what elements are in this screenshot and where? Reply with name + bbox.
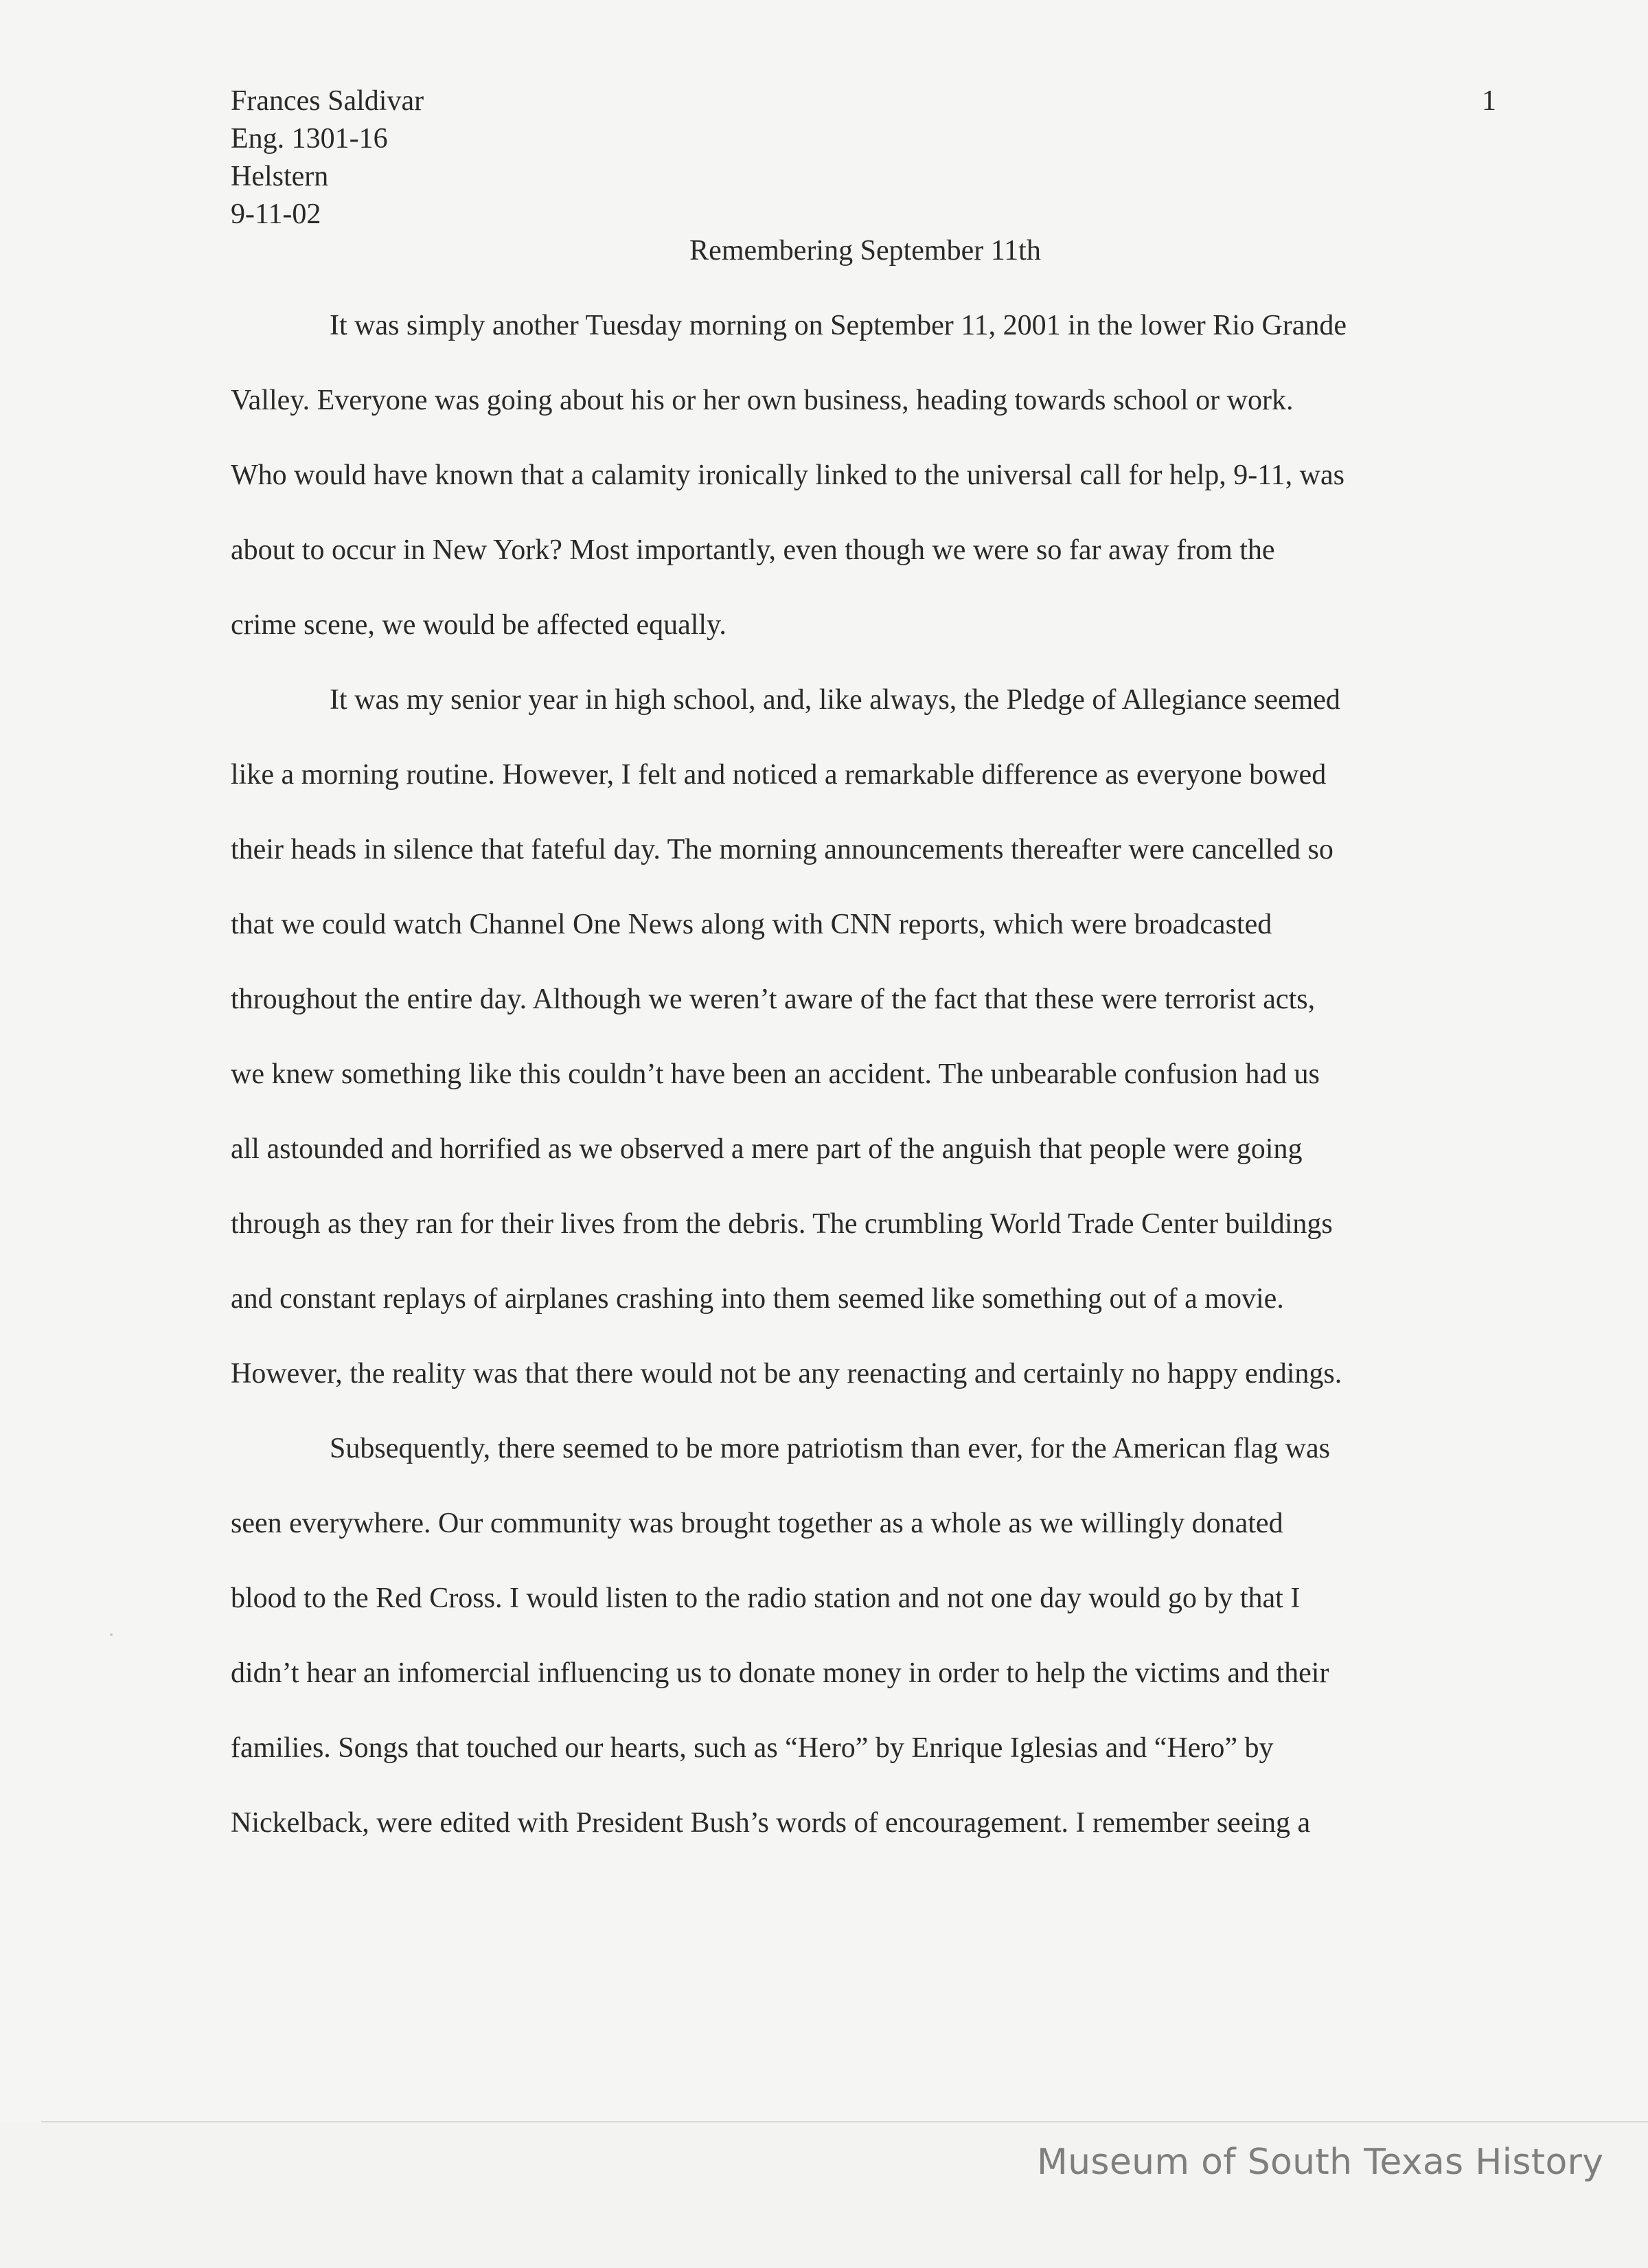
body-line: Who would have known that a calamity ironically linked to the universal call for help, 9-11, was	[231, 460, 1344, 491]
course-code: Eng. 1301-16	[231, 123, 388, 155]
paper-bottom-edge	[41, 2121, 1648, 2122]
body-line: that we could watch Channel One News along with CNN reports, which were broadcasted	[231, 909, 1272, 940]
body-line: didn’t hear an infomercial influencing us to donate money in order to help the victims and their	[231, 1657, 1329, 1689]
essay-date: 9-11-02	[231, 199, 321, 230]
instructor-name: Helstern	[231, 161, 329, 192]
body-line: Nickelback, were edited with President Bush’s words of encouragement. I remember seeing a	[231, 1807, 1311, 1839]
body-line: through as they ran for their lives from the debris. The crumbling World Trade Center buildings	[231, 1208, 1333, 1240]
museum-watermark: Museum of South Texas History	[1037, 2142, 1604, 2183]
body-line: throughout the entire day. Although we weren’t aware of the fact that these were terrorist acts,	[231, 984, 1316, 1015]
body-line: However, the reality was that there would not be any reenacting and certainly no happy endings.	[231, 1358, 1342, 1390]
body-line: Valley. Everyone was going about his or her own business, heading towards school or work.	[231, 385, 1294, 416]
author-name: Frances Saldivar	[231, 85, 424, 117]
body-line: seen everywhere. Our community was brought together as a whole as we willingly donated	[231, 1508, 1283, 1539]
body-line: families. Songs that touched our hearts, such as “Hero” by Enrique Iglesias and “Hero” by	[231, 1732, 1274, 1764]
body-line: crime scene, we would be affected equally.	[231, 609, 726, 641]
body-line: about to occur in New York? Most importantly, even though we were so far away from the	[231, 534, 1275, 566]
body-line: blood to the Red Cross. I would listen to the radio station and not one day would go by that I	[231, 1583, 1301, 1614]
scan-speck	[110, 1633, 113, 1636]
body-line: like a morning routine. However, I felt and noticed a remarkable difference as everyone bowed	[231, 759, 1327, 791]
body-line: we knew something like this couldn’t have been an accident. The unbearable confusion had us	[231, 1058, 1320, 1090]
essay-title: Remembering September 11th	[689, 235, 1041, 267]
page-number: 1	[1482, 85, 1496, 117]
body-line: their heads in silence that fateful day. The morning announcements thereafter were cancelled so	[231, 834, 1334, 865]
body-line: It was my senior year in high school, and, like always, the Pledge of Allegiance seemed	[330, 684, 1340, 716]
body-line: Subsequently, there seemed to be more patriotism than ever, for the American flag was	[330, 1433, 1330, 1464]
essay-header	[231, 82, 424, 234]
body-line: and constant replays of airplanes crashing into them seemed like something out of a movie.	[231, 1283, 1284, 1315]
body-line: all astounded and horrified as we observed a mere part of the anguish that people were going	[231, 1133, 1303, 1165]
body-line: It was simply another Tuesday morning on September 11, 2001 in the lower Rio Grande	[330, 310, 1347, 341]
